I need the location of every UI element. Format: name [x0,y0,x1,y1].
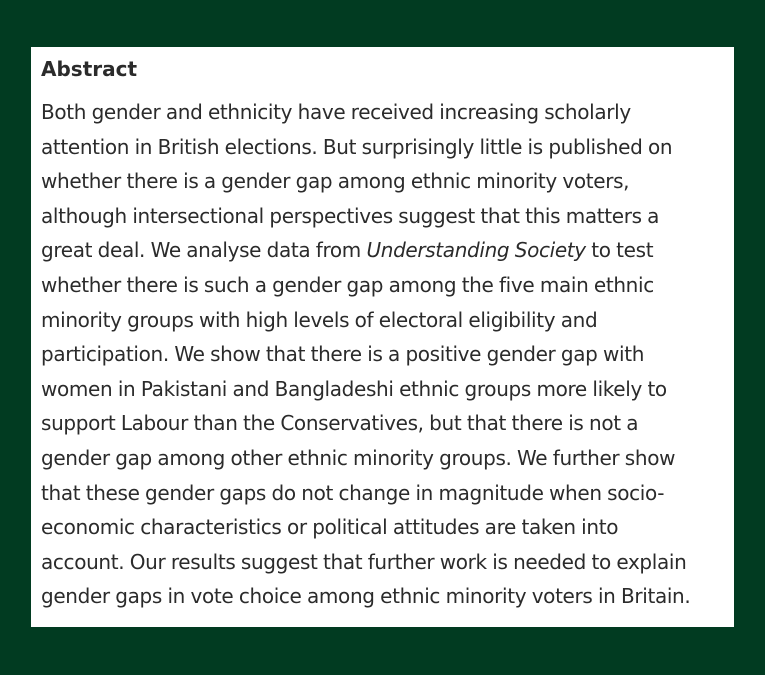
abstract-heading: Abstract [41,57,138,81]
abstract-line: that these gender gaps do not change in magnitude when socio- [41,480,665,505]
abstract-line: account. Our results suggest that further work is needed to explain [41,549,687,574]
abstract-line: women in Pakistani and Bangladeshi ethnic groups more likely to [41,376,667,401]
abstract-text: great deal. We analyse data from [41,238,367,263]
abstract-line: although intersectional perspectives suggest that this matters a [41,203,660,228]
abstract-card [31,47,734,627]
abstract-line: participation. We show that there is a positive gender gap with [41,342,645,367]
abstract-line: Both gender and ethnicity have received increasing scholarly [41,100,631,124]
abstract-line: support Labour than the Conservatives, but that there is not a [41,411,639,436]
abstract-line: gender gap among other ethnic minority groups. We further show [41,445,676,470]
abstract-body [41,95,724,614]
survey-title: Understanding Society [366,238,586,263]
abstract-text: to test [585,238,654,263]
abstract-line [41,233,724,268]
abstract-line: attention in British elections. But surprisingly little is published on [41,134,673,159]
abstract-line: whether there is a gender gap among ethnic minority voters, [41,169,630,194]
abstract-line: whether there is such a gender gap among the five main ethnic [41,272,654,297]
abstract-line: economic characteristics or political attitudes are taken into [41,515,619,540]
abstract-line: minority groups with high levels of electoral eligibility and [41,307,598,332]
abstract-line: gender gaps in vote choice among ethnic minority voters in Britain. [41,584,691,609]
